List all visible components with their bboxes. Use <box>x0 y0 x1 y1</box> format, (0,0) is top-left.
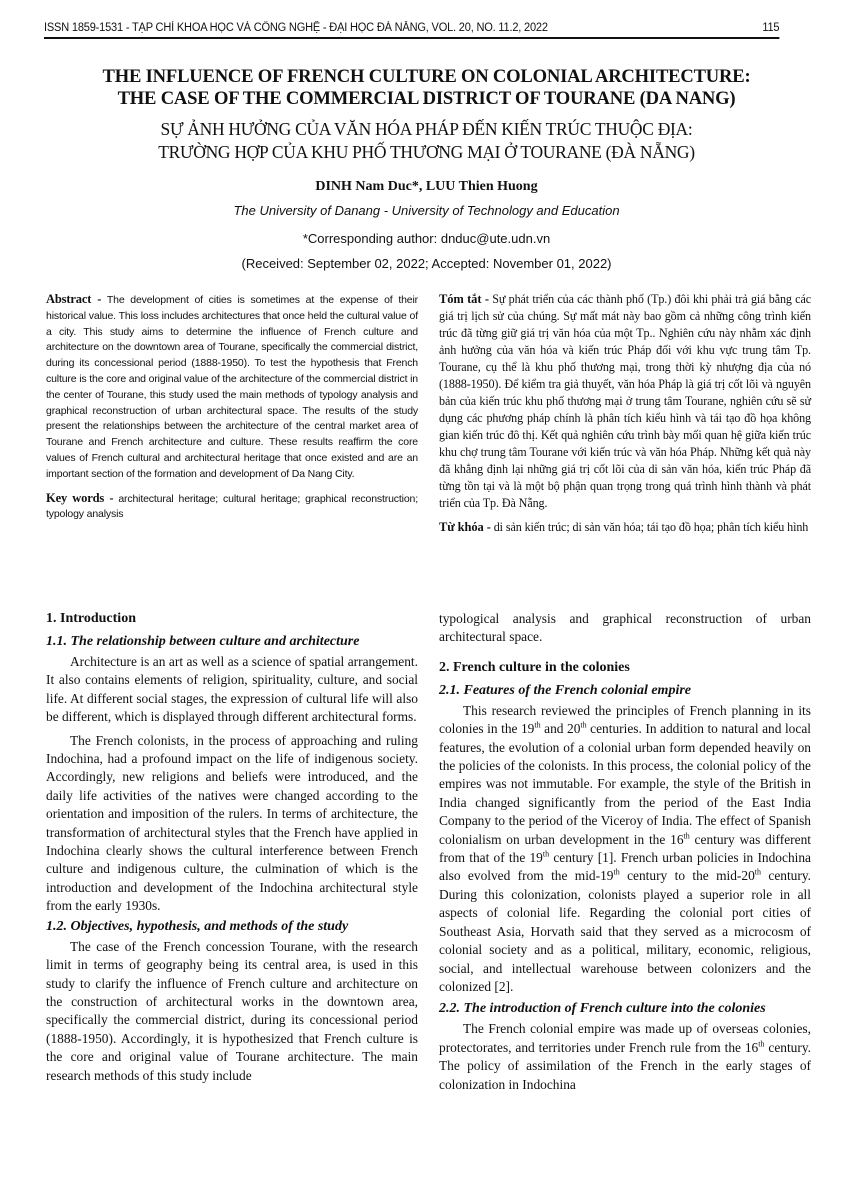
keywords-vi-text: di sản kiến trúc; di sản văn hóa; tái tạo đồ họa; phân tích kiểu hình <box>493 520 809 534</box>
body-column-left <box>46 610 418 1085</box>
page-number: 115 <box>762 22 780 34</box>
abstract-text: The development of cities is sometimes at the expense of their historical value. This loss includes architectures that once held the cultural value of a city. This study aims to determine the influence of French culture and architecture on the downtown area of Tourane, specifically the commercial district, during its concessional period (1888-1950). To test the hypothesis that French culture is the core and original value of the architecture of the commercial district in the center of Tourane, this study used the main methods of typology analysis and graphical reconstruction of urban architectural space. The results of the study present the relationships between the architecture of the central market area of Tourane and French architecture and culture. These results reaffirm the core values of French cultural and architectural heritage that once existed and are an important section of the formation and development of Da Nang City. <box>46 294 418 480</box>
paragraph: The French colonial empire was made up of overseas colonies, protectorates, and territories under French rule from the 16th century. The policy of assimilation of the French in the early stages of colonization in Indochina <box>439 1021 811 1092</box>
title-english <box>0 66 853 110</box>
received-accepted-dates: (Received: September 02, 2022; Accepted: November 01, 2022) <box>241 256 612 271</box>
keywords-english <box>46 491 418 524</box>
abstract-vietnamese <box>439 291 811 536</box>
abstract-vi-label: Tóm tắt - <box>439 292 489 306</box>
section-heading-french-culture: 2. French culture in the colonies <box>439 659 630 675</box>
corresponding-author: *Corresponding author: dnduc@ute.udn.vn <box>302 231 551 246</box>
keywords-vietnamese <box>439 519 811 536</box>
keywords-label: Key words - <box>46 490 114 505</box>
subsection-heading-1-2: 1.2. Objectives, hypothesis, and methods of the study <box>46 918 349 934</box>
title-vietnamese-line-1: SỰ ẢNH HƯỞNG CỦA VĂN HÓA PHÁP ĐẾN KIẾN TRÚC THUỘC ĐỊA: <box>160 119 693 139</box>
paragraph: This research reviewed the principles of French planning in its colonies in the 19th and 20th centuries. In addition to natural and local features, the evolution of a colonial urban form depended heavily on the policies of the colonists. In this process, the colonial policy of the empires was not immutable. For example, the style of the British in India changed significantly from the period of the East India Company to the period of the Viceroy of India. The effect of Spanish colonialism on urban development in the 16th century was different from that of the 19th century [1]. French urban policies in Indochina also evolved from the mid-19th century to the mid-20th century. During this colonization, colonists played a superior role in all aspects of colonial life. Regarding the colonial port cities of Southeast Asia, Horvath said that they served as a microcosm of colonial society and as a political, military, economic, religious, social, and intellectual warehouse between colonizers and the colonized [2]. <box>439 702 812 994</box>
running-header <box>44 22 779 39</box>
journal-citation: ISSN 1859-1531 - TẠP CHÍ KHOA HỌC VÀ CÔNG NGHỆ - ĐẠI HỌC ĐÀ NẴNG, VOL. 20, NO. 11.2, 2022 <box>44 22 548 34</box>
title-vietnamese-line-2: TRƯỜNG HỢP CỦA KHU PHỐ THƯƠNG MẠI Ở TOURANE (ĐÀ NẴNG) <box>158 142 695 162</box>
paragraph: The case of the French concession Tourane, with the research limit in terms of geography being its central area, is used in this study to clarify the influence of French culture and architecture on the construction of architectural works in the downtown area, specifically the commercial district, during its concessional period (1888-1950). Accordingly, it is hypothesized that French culture is the core and original value of Tourane architecture. The main research methods of this study include <box>46 938 418 1083</box>
authors: DINH Nam Duc*, LUU Thien Huong <box>315 179 538 194</box>
paragraph-continued: typological analysis and graphical reconstruction of urban architectural space. <box>439 611 811 645</box>
affiliation: The University of Danang - University of Technology and Education <box>233 203 620 218</box>
abstract-english <box>46 292 418 523</box>
title-english-line-1: THE INFLUENCE OF FRENCH CULTURE ON COLONIAL ARCHITECTURE: <box>102 66 751 87</box>
subsection-heading-2-2: 2.2. The introduction of French culture into the colonies <box>439 1001 766 1017</box>
paragraph: Architecture is an art as well as a science of spatial arrangement. It also contains elements of religion, spirituality, culture, and social life. At different social stages, the expression of cultural life will also be different, which is displayed through different architectural forms. <box>46 654 418 725</box>
subsection-heading-1-1: 1.1. The relationship between culture and architecture <box>46 634 360 649</box>
keywords-vi-label: Từ khóa - <box>439 520 491 534</box>
subsection-heading-2-1: 2.1. Features of the French colonial empire <box>439 682 691 698</box>
body-column-right <box>439 610 811 1094</box>
section-heading-introduction: 1. Introduction <box>46 611 136 626</box>
abstract-label: Abstract - <box>46 292 102 306</box>
title-english-line-2: THE CASE OF THE COMMERCIAL DISTRICT OF TOURANE (DA NANG) <box>117 88 736 109</box>
abstract-vi-text: Sự phát triển của các thành phố (Tp.) đôi khi phải trả giá bằng các giá trị lịch sử của chúng. Sự mất mát này bao gồm cả những công trình kiến trúc đã từng giữ giá trị văn hóa của một Tp.. Nghiên cứu này nhằm xác định ảnh hưởng của văn hóa và kiến trúc Pháp đối với khu vực trung tâm Tp. Tourane, cụ thể là khu phố thương mại, trong thời kỳ nhượng địa của nó (1888-1950). Để kiểm tra giả thuyết, văn hóa Pháp là giá trị cốt lõi và nguyên bản của kiến trúc khu phố thương mại ở trung tâm Tourane, nghiên cứu sẽ sử dụng các phương pháp chính là phân tích kiểu hình và tái tạo đồ họa không gian kiến trúc đô thị. Kết quả nghiên cứu trình bày mối quan hệ giữa kiến trúc khu chợ trung tâm Tourane với kiến trúc và văn hóa Pháp. Những kết quả này đã khẳng định lại những giá trị cốt lõi của di sản văn hóa, kiến trúc Pháp đã từng tồn tại và là một bộ phận quan trọng trong quá trình hình thành và phát triển của Tp. Đà Nẵng. <box>439 292 811 510</box>
title-vietnamese <box>0 118 853 164</box>
keywords-text: architectural heritage; cultural heritage; graphical reconstruction; typology analysis <box>46 492 418 521</box>
paragraph: The French colonists, in the process of approaching and ruling Indochina, had a profound impact on the life of indigenous society. Accordingly, new religions and beliefs were introduced, and the daily life activities of the natives were changed according to the orientation and imposition of the rulers. In terms of architecture, the transformation of architectural styles that the French have applied in Indochina clearly shows the cultural interference between French culture and indigenous culture, the culmination of which is the introduction and development of the Indochina architectural style from the early 1930s. <box>46 732 418 914</box>
